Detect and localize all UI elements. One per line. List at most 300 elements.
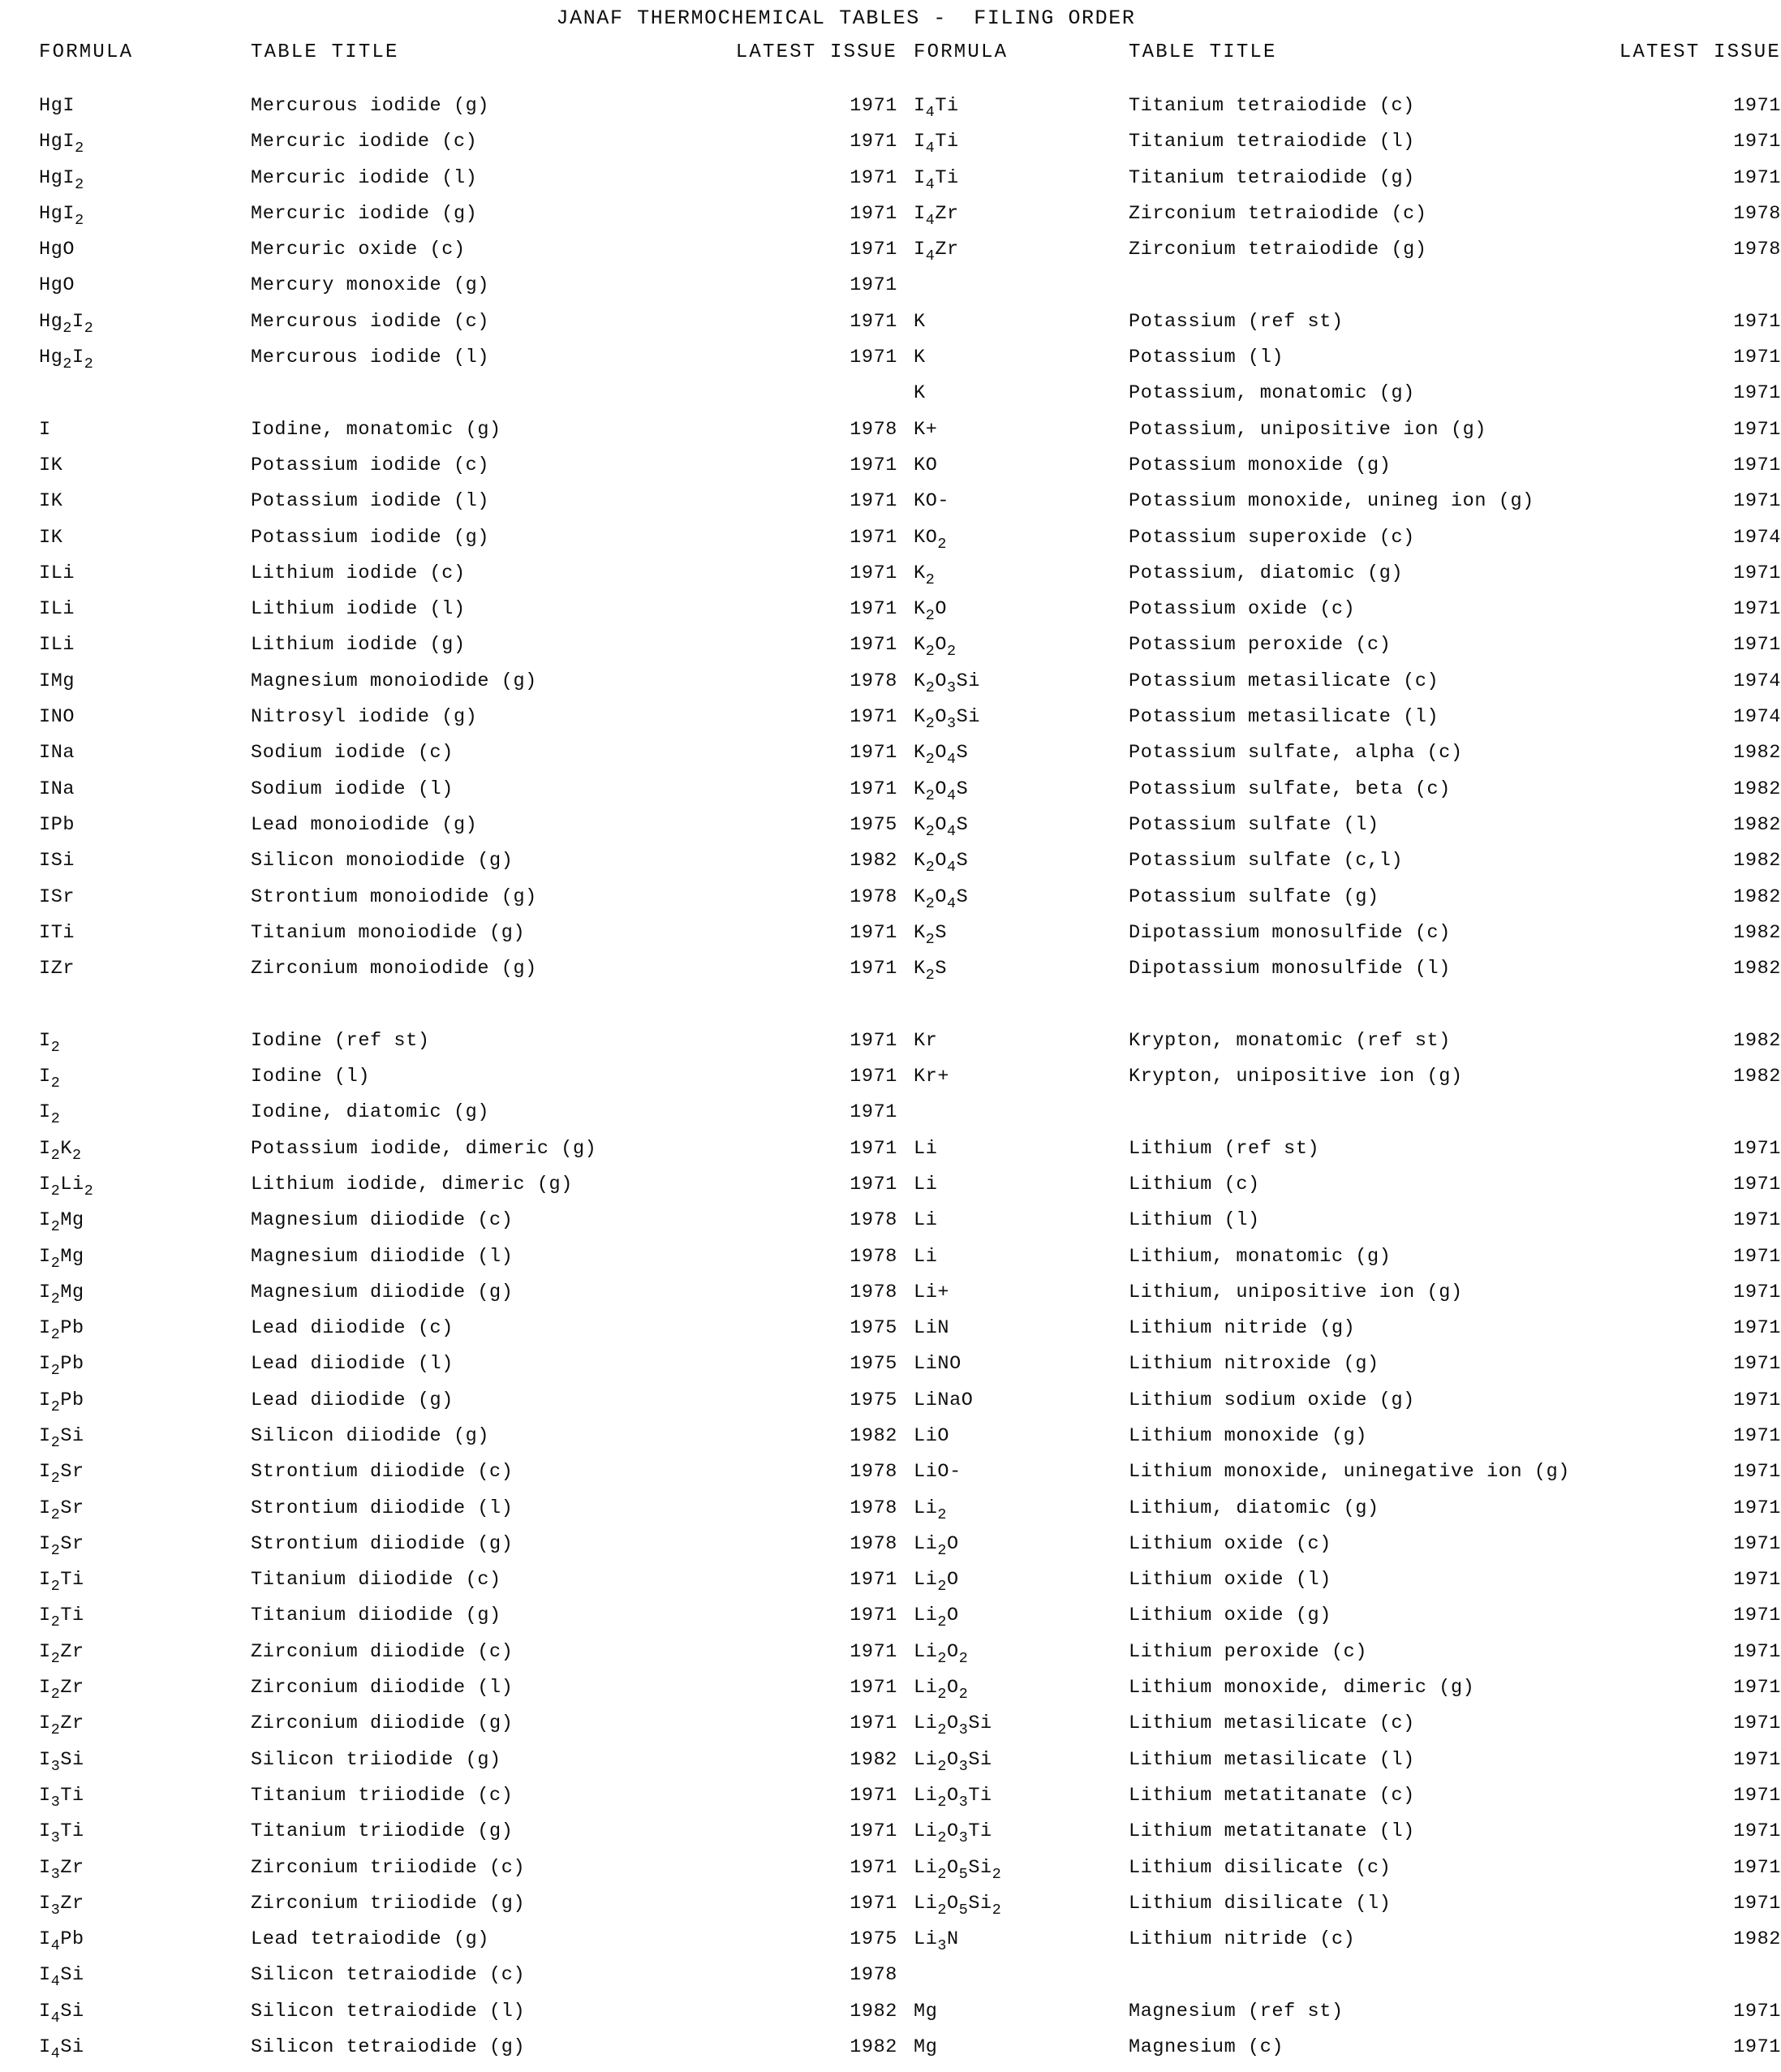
cell-latest-issue: 1978 [1733, 202, 1781, 225]
cell-table-title: Zirconium tetraiodide (g) [1129, 239, 1427, 261]
cell-formula: I [39, 418, 51, 441]
table-row [907, 850, 1781, 885]
cell-table-title: Potassium sulfate, alpha (c) [1129, 742, 1463, 765]
cell-formula: $Li_3N$ [914, 1928, 959, 1955]
cell-formula: $K_2O_2$ [914, 634, 957, 661]
cell-table-title: Potassium (l) [1129, 347, 1284, 369]
cell-table-title: Potassium metasilicate (c) [1129, 670, 1439, 692]
table-row [0, 1389, 907, 1425]
cell-formula: $I_4Si$ [39, 1964, 84, 1991]
cell-table-title: Zirconium diiodide (c) [251, 1640, 514, 1663]
table-row [0, 814, 907, 850]
cell-latest-issue: 1982 [1733, 958, 1781, 980]
cell-table-title: Silicon tetraiodide (l) [251, 2000, 526, 2022]
cell-table-title: Titanium tetraiodide (g) [1129, 166, 1415, 189]
table-row [0, 454, 907, 490]
cell-formula: $I_4Si$ [39, 2000, 84, 2027]
cell-formula: $KO_2$ [914, 526, 948, 553]
cell-latest-issue: 1971 [1733, 1209, 1781, 1232]
cell-formula: $Li_2O$ [914, 1605, 959, 1631]
table-row [0, 922, 907, 958]
left-column [0, 41, 907, 2072]
table-row [0, 1425, 907, 1461]
cell-table-title: Potassium oxide (c) [1129, 598, 1356, 621]
column-header-latest-issue: LATEST ISSUE [1619, 41, 1781, 63]
table-row [907, 1820, 1781, 1856]
cell-latest-issue: 1971 [1733, 166, 1781, 189]
cell-table-title: Potassium, monatomic (g) [1129, 382, 1415, 405]
cell-formula: $I_2Ti$ [39, 1605, 84, 1631]
cell-latest-issue: 1971 [1733, 1317, 1781, 1340]
cell-formula: $K_2$ [914, 562, 936, 588]
cell-latest-issue: 1971 [850, 598, 897, 621]
cell-latest-issue: 1971 [1733, 418, 1781, 441]
cell-formula: LiO [914, 1424, 950, 1447]
left-column-header [0, 41, 907, 77]
cell-formula: $I_2Zr$ [39, 1640, 84, 1667]
cell-latest-issue: 1978 [850, 1497, 897, 1519]
cell-latest-issue: 1971 [1733, 347, 1781, 369]
cell-formula: $K_2O_4S$ [914, 813, 969, 840]
cell-latest-issue: 1971 [1733, 1712, 1781, 1735]
cell-latest-issue: 1971 [850, 1066, 897, 1088]
cell-latest-issue: 1971 [1733, 382, 1781, 405]
cell-formula: ISi [39, 850, 75, 872]
cell-formula: Li+ [914, 1281, 950, 1303]
table-row [907, 922, 1781, 958]
cell-table-title: Titanium tetraiodide (c) [1129, 95, 1415, 117]
cell-table-title: Magnesium (c) [1129, 2036, 1284, 2059]
cell-table-title: Silicon tetraiodide (g) [251, 2036, 526, 2059]
cell-latest-issue: 1975 [850, 813, 897, 836]
table-row [0, 1066, 907, 1101]
table-row-spacer [907, 1964, 1781, 2000]
cell-formula: $I_2Zr$ [39, 1712, 84, 1739]
cell-formula: $Li_2O$ [914, 1569, 959, 1596]
cell-latest-issue: 1971 [1733, 131, 1781, 153]
cell-latest-issue: 1974 [1733, 670, 1781, 692]
cell-latest-issue: 1971 [850, 1173, 897, 1195]
cell-table-title: Lithium iodide, dimeric (g) [251, 1173, 573, 1195]
cell-table-title: Dipotassium monosulfide (c) [1129, 921, 1451, 944]
cell-latest-issue: 1982 [1733, 1029, 1781, 1052]
cell-formula: $Li_2O$ [914, 1532, 959, 1559]
cell-formula: $K_2S$ [914, 958, 948, 984]
cell-formula: ILi [39, 562, 75, 584]
cell-formula: HgI$_2$ [39, 131, 84, 157]
cell-latest-issue: 1971 [1733, 1245, 1781, 1268]
table-row-spacer [907, 993, 1781, 1029]
table-row [907, 1030, 1781, 1066]
table-row [907, 634, 1781, 670]
table-row [0, 95, 907, 131]
table-row [907, 239, 1781, 274]
cell-formula: $K_2O_3Si$ [914, 706, 981, 732]
cell-formula: $Li_2O_3Ti$ [914, 1784, 992, 1811]
cell-formula: $I_2Mg$ [39, 1245, 84, 1272]
cell-table-title: Mercuric iodide (g) [251, 202, 478, 225]
cell-table-title: Silicon monoiodide (g) [251, 850, 514, 872]
cell-formula: LiNaO [914, 1389, 974, 1411]
cell-formula: $Li_2O_5Si_2$ [914, 1856, 1002, 1883]
cell-table-title: Mercurous iodide (c) [251, 310, 490, 333]
cell-latest-issue: 1978 [850, 1245, 897, 1268]
table-row-spacer [907, 1101, 1781, 1137]
table-row [907, 1641, 1781, 1677]
column-header-latest-issue: LATEST ISSUE [735, 41, 897, 63]
table-row [907, 1569, 1781, 1605]
table-row [0, 1461, 907, 1497]
table-row [907, 598, 1781, 634]
cell-table-title: Lithium peroxide (c) [1129, 1640, 1368, 1663]
cell-formula: K [914, 310, 926, 333]
cell-formula: Li [914, 1209, 938, 1232]
cell-latest-issue: 1978 [850, 670, 897, 692]
table-row [0, 1785, 907, 1820]
table-row [0, 1964, 907, 2000]
cell-formula: INa [39, 742, 75, 765]
cell-formula: $I_4Ti$ [914, 95, 959, 121]
cell-formula: $I_3Zr$ [39, 1856, 84, 1883]
cell-latest-issue: 1971 [1733, 95, 1781, 117]
right-column-rows [907, 95, 1781, 2072]
cell-latest-issue: 1982 [1733, 813, 1781, 836]
cell-table-title: Lithium metasilicate (c) [1129, 1712, 1415, 1735]
table-row [0, 1641, 907, 1677]
table-row [0, 347, 907, 382]
page-title: JANAF THERMOCHEMICAL TABLES - FILING ORDER [556, 6, 1136, 30]
cell-table-title: Lithium, monatomic (g) [1129, 1245, 1392, 1268]
cell-formula: $I_2Ti$ [39, 1569, 84, 1596]
cell-table-title: Potassium, unipositive ion (g) [1129, 418, 1487, 441]
cell-formula: $I_2Pb$ [39, 1353, 84, 1380]
table-row [0, 886, 907, 922]
cell-formula: $I_4Ti$ [914, 131, 959, 157]
cell-latest-issue: 1971 [1733, 1281, 1781, 1303]
cell-formula: IK [39, 490, 63, 513]
cell-latest-issue: 1982 [850, 1424, 897, 1447]
cell-latest-issue: 1971 [1733, 1569, 1781, 1592]
table-row [0, 1857, 907, 1893]
cell-table-title: Lithium (ref st) [1129, 1137, 1320, 1160]
table-row [907, 958, 1781, 993]
cell-formula: $Li_2O_5Si_2$ [914, 1892, 1002, 1919]
cell-latest-issue: 1971 [850, 490, 897, 513]
cell-latest-issue: 1978 [850, 1461, 897, 1484]
cell-latest-issue: 1971 [1733, 1389, 1781, 1411]
cell-formula: IZr [39, 958, 75, 980]
cell-latest-issue: 1971 [1733, 490, 1781, 513]
cell-formula: $Li_2O_2$ [914, 1640, 969, 1667]
cell-latest-issue: 1982 [1733, 1066, 1781, 1088]
cell-table-title: Zirconium triiodide (c) [251, 1856, 526, 1879]
cell-latest-issue: 1971 [850, 454, 897, 476]
cell-latest-issue: 1982 [850, 850, 897, 872]
cell-table-title: Lithium monoxide (g) [1129, 1424, 1368, 1447]
table-row [0, 1282, 907, 1317]
cell-latest-issue: 1971 [850, 131, 897, 153]
cell-formula: LiNO [914, 1353, 961, 1376]
table-row [907, 419, 1781, 454]
cell-formula: $Li_2O_2$ [914, 1677, 969, 1704]
cell-table-title: Sodium iodide (c) [251, 742, 454, 765]
table-row [907, 1928, 1781, 1964]
cell-table-title: Dipotassium monosulfide (l) [1129, 958, 1451, 980]
table-row [0, 1677, 907, 1712]
table-row [0, 850, 907, 885]
cell-latest-issue: 1971 [850, 1892, 897, 1915]
table-row [907, 2036, 1781, 2072]
table-row [0, 1209, 907, 1245]
column-header-table-title: TABLE TITLE [1129, 41, 1277, 63]
cell-table-title: Lithium (l) [1129, 1209, 1260, 1232]
table-row [0, 1928, 907, 1964]
cell-formula: $I_4Pb$ [39, 1928, 84, 1955]
cell-latest-issue: 1978 [1733, 239, 1781, 261]
cell-table-title: Magnesium monoiodide (g) [251, 670, 537, 692]
cell-formula: Kr [914, 1029, 938, 1052]
cell-latest-issue: 1982 [1733, 885, 1781, 908]
cell-table-title: Krypton, unipositive ion (g) [1129, 1066, 1463, 1088]
cell-latest-issue: 1982 [1733, 850, 1781, 872]
cell-formula: $I_3Ti$ [39, 1784, 84, 1811]
cell-formula: $I_4Ti$ [914, 166, 959, 193]
cell-table-title: Zirconium triiodide (g) [251, 1892, 526, 1915]
cell-table-title: Lithium monoxide, uninegative ion (g) [1129, 1461, 1570, 1484]
cell-table-title: Magnesium diiodide (c) [251, 1209, 514, 1232]
cell-latest-issue: 1982 [1733, 1928, 1781, 1951]
cell-formula: $I_3Si$ [39, 1748, 84, 1775]
cell-formula: $I_2Pb$ [39, 1317, 84, 1344]
cell-latest-issue: 1975 [850, 1353, 897, 1376]
cell-table-title: Potassium peroxide (c) [1129, 634, 1392, 657]
cell-table-title: Potassium (ref st) [1129, 310, 1344, 333]
cell-latest-issue: 1982 [1733, 742, 1781, 765]
cell-latest-issue: 1971 [850, 958, 897, 980]
cell-latest-issue: 1971 [1733, 1497, 1781, 1519]
cell-table-title: Lithium oxide (g) [1129, 1605, 1331, 1627]
cell-formula: IMg [39, 670, 75, 692]
cell-latest-issue: 1971 [850, 239, 897, 261]
cell-table-title: Krypton, monatomic (ref st) [1129, 1029, 1451, 1052]
cell-latest-issue: 1971 [850, 1712, 897, 1735]
cell-formula: $Li_2O_3Si$ [914, 1712, 992, 1739]
cell-formula: $Li_2O_3Ti$ [914, 1820, 992, 1847]
table-row [907, 490, 1781, 526]
right-column [907, 41, 1781, 2072]
table-row [907, 311, 1781, 347]
table-row [907, 742, 1781, 778]
cell-latest-issue: 1982 [850, 1748, 897, 1771]
cell-formula: INa [39, 778, 75, 800]
table-row [0, 598, 907, 634]
table-row [907, 1209, 1781, 1245]
table-row [907, 1138, 1781, 1174]
cell-table-title: Iodine (ref st) [251, 1029, 430, 1052]
cell-table-title: Titanium triiodide (c) [251, 1784, 514, 1807]
table-row-spacer [0, 993, 907, 1029]
two-column-layout [0, 41, 1781, 2072]
cell-formula: $K_2S$ [914, 921, 948, 948]
cell-table-title: Lead monoiodide (g) [251, 813, 478, 836]
cell-table-title: Sodium iodide (l) [251, 778, 454, 800]
cell-table-title: Potassium iodide (g) [251, 526, 490, 549]
table-row [0, 742, 907, 778]
table-row [907, 1425, 1781, 1461]
table-row [907, 203, 1781, 239]
table-row [907, 454, 1781, 490]
cell-latest-issue: 1971 [850, 1605, 897, 1627]
table-row [907, 527, 1781, 562]
table-row [0, 1820, 907, 1856]
table-row [907, 1389, 1781, 1425]
cell-table-title: Lithium disilicate (c) [1129, 1856, 1392, 1879]
cell-table-title: Iodine, diatomic (g) [251, 1101, 490, 1124]
cell-latest-issue: 1971 [1733, 1784, 1781, 1807]
cell-table-title: Potassium sulfate, beta (c) [1129, 778, 1451, 800]
cell-formula: $I_2Mg$ [39, 1281, 84, 1307]
table-row [907, 1353, 1781, 1389]
table-row [907, 131, 1781, 166]
table-row [0, 778, 907, 814]
cell-formula: IPb [39, 813, 75, 836]
cell-formula: $I_4Zr$ [914, 239, 959, 265]
cell-formula: Li [914, 1137, 938, 1160]
cell-formula: Kr+ [914, 1066, 950, 1088]
cell-latest-issue: 1982 [850, 2000, 897, 2022]
cell-formula: LiO- [914, 1461, 961, 1484]
cell-latest-issue: 1971 [1733, 1856, 1781, 1879]
cell-formula: HgI$_2$ [39, 202, 84, 229]
table-row [907, 1785, 1781, 1820]
cell-latest-issue: 1971 [850, 166, 897, 189]
cell-formula: $K_2O_3Si$ [914, 670, 981, 696]
cell-latest-issue: 1978 [850, 885, 897, 908]
cell-formula: $K_2O_4S$ [914, 885, 969, 912]
table-row [0, 670, 907, 706]
cell-table-title: Magnesium diiodide (l) [251, 1245, 514, 1268]
table-row [907, 1749, 1781, 1785]
cell-formula: K+ [914, 418, 938, 441]
cell-table-title: Lithium nitride (c) [1129, 1928, 1356, 1951]
cell-table-title: Lithium metatitanate (l) [1129, 1820, 1415, 1843]
cell-formula: HgI$_2$ [39, 166, 84, 193]
cell-formula: $I_2Sr$ [39, 1532, 84, 1559]
cell-latest-issue: 1974 [1733, 526, 1781, 549]
cell-latest-issue: 1978 [850, 1281, 897, 1303]
cell-formula: $I_2Pb$ [39, 1389, 84, 1415]
cell-latest-issue: 1971 [850, 706, 897, 729]
cell-formula: $I_2K_2$ [39, 1137, 82, 1164]
cell-formula: $I_2$ [39, 1029, 61, 1056]
cell-latest-issue: 1971 [1733, 598, 1781, 621]
cell-table-title: Strontium monoiodide (g) [251, 885, 537, 908]
left-column-rows [0, 95, 907, 2072]
table-row [907, 1533, 1781, 1569]
cell-latest-issue: 1971 [1733, 310, 1781, 333]
cell-table-title: Zirconium tetraiodide (c) [1129, 202, 1427, 225]
table-row [0, 1246, 907, 1282]
table-row-spacer [907, 274, 1781, 310]
table-row [0, 958, 907, 993]
table-row [0, 1533, 907, 1569]
table-row [907, 706, 1781, 742]
cell-table-title: Iodine (l) [251, 1066, 371, 1088]
table-row [0, 2036, 907, 2072]
cell-formula: ILi [39, 634, 75, 657]
table-row [907, 167, 1781, 203]
cell-table-title: Zirconium diiodide (l) [251, 1677, 514, 1699]
cell-latest-issue: 1982 [850, 2036, 897, 2059]
table-row [907, 1497, 1781, 1533]
table-row [0, 167, 907, 203]
table-row [907, 778, 1781, 814]
cell-latest-issue: 1971 [850, 347, 897, 369]
cell-latest-issue: 1971 [850, 1856, 897, 1879]
cell-latest-issue: 1971 [850, 1137, 897, 1160]
cell-table-title: Lithium oxide (l) [1129, 1569, 1331, 1592]
cell-latest-issue: 1982 [1733, 778, 1781, 800]
cell-latest-issue: 1971 [1733, 1748, 1781, 1771]
cell-table-title: Mercury monoxide (g) [251, 274, 490, 297]
cell-formula: ISr [39, 885, 75, 908]
cell-latest-issue: 1971 [1733, 1677, 1781, 1699]
table-row [907, 1174, 1781, 1209]
table-row [907, 1605, 1781, 1640]
table-row [0, 131, 907, 166]
cell-table-title: Magnesium diiodide (g) [251, 1281, 514, 1303]
cell-formula: $I_2Zr$ [39, 1677, 84, 1704]
cell-table-title: Titanium tetraiodide (l) [1129, 131, 1415, 153]
table-row [0, 239, 907, 274]
cell-latest-issue: 1971 [850, 202, 897, 225]
table-row [0, 490, 907, 526]
cell-table-title: Potassium monoxide, unineg ion (g) [1129, 490, 1534, 513]
cell-table-title: Lead diiodide (c) [251, 1317, 454, 1340]
cell-table-title: Lead diiodide (g) [251, 1389, 454, 1411]
table-row [0, 203, 907, 239]
cell-latest-issue: 1971 [1733, 634, 1781, 657]
cell-table-title: Lithium metasilicate (l) [1129, 1748, 1415, 1771]
cell-table-title: Potassium superoxide (c) [1129, 526, 1415, 549]
cell-table-title: Titanium diiodide (c) [251, 1569, 501, 1592]
table-row [0, 562, 907, 598]
cell-table-title: Lead diiodide (l) [251, 1353, 454, 1376]
cell-formula: $I_2Li_2$ [39, 1173, 94, 1200]
table-row [907, 1893, 1781, 1928]
cell-table-title: Strontium diiodide (g) [251, 1532, 514, 1555]
cell-formula: $Hg_2I_2$ [39, 347, 94, 373]
cell-table-title: Lithium iodide (c) [251, 562, 466, 584]
cell-latest-issue: 1975 [850, 1928, 897, 1951]
cell-formula: $I_3Zr$ [39, 1892, 84, 1919]
cell-latest-issue: 1971 [850, 778, 897, 800]
cell-table-title: Zirconium diiodide (g) [251, 1712, 514, 1735]
cell-formula: LiN [914, 1317, 950, 1340]
cell-latest-issue: 1971 [850, 526, 897, 549]
cell-latest-issue: 1975 [850, 1317, 897, 1340]
cell-table-title: Lead tetraiodide (g) [251, 1928, 490, 1951]
table-row [907, 1712, 1781, 1748]
cell-formula: $Li_2$ [914, 1497, 948, 1523]
cell-formula: $I_4Zr$ [914, 202, 959, 229]
cell-latest-issue: 1971 [850, 742, 897, 765]
cell-latest-issue: 1971 [1733, 562, 1781, 584]
cell-latest-issue: 1978 [850, 1209, 897, 1232]
table-row [0, 419, 907, 454]
cell-formula: Mg [914, 2036, 938, 2059]
table-row [907, 1677, 1781, 1712]
